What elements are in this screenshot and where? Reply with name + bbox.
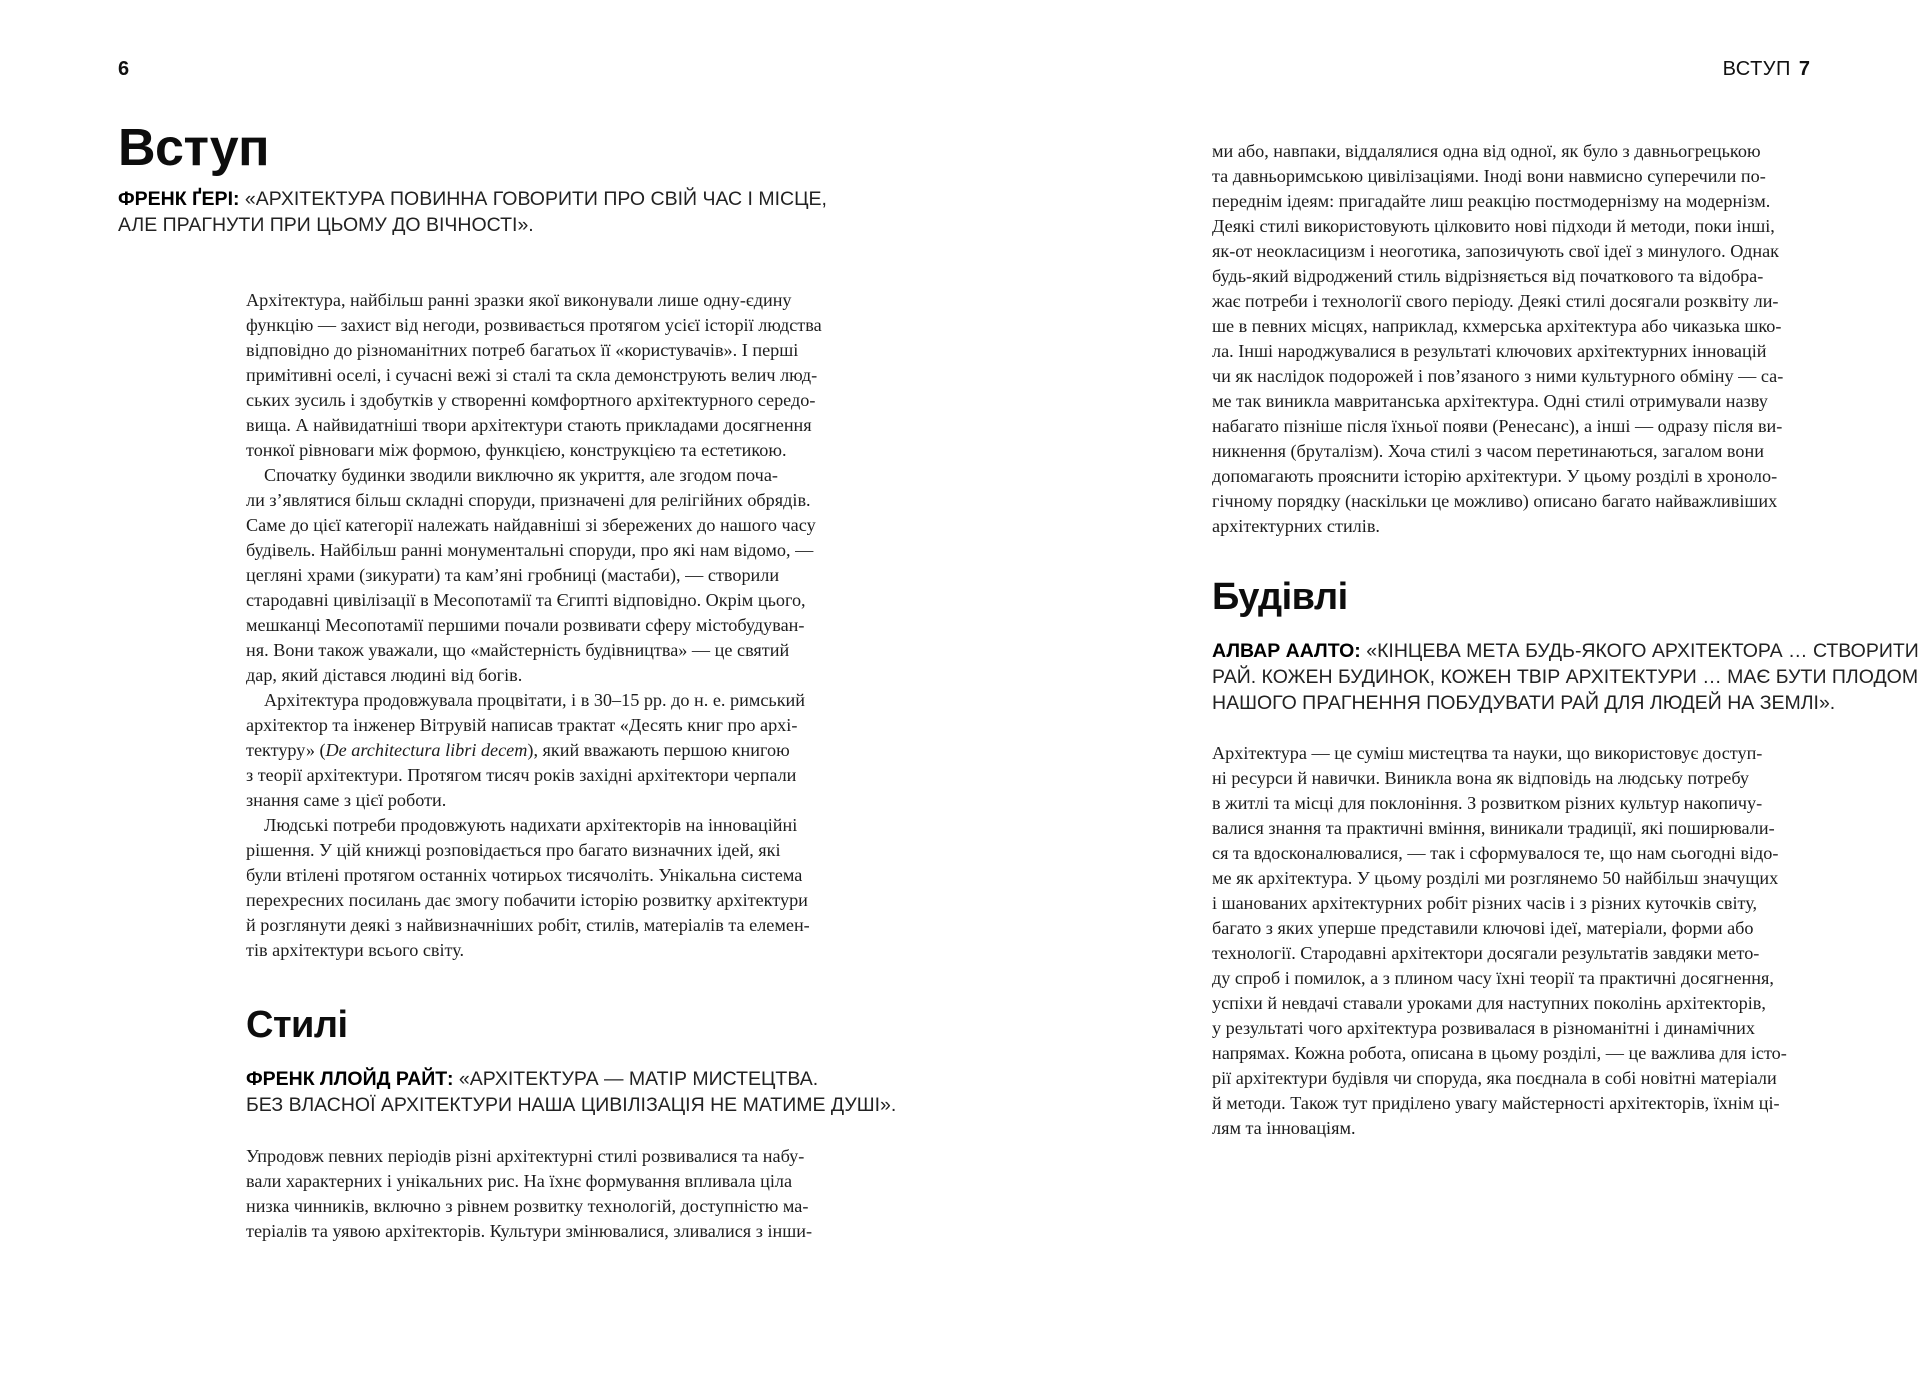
text-line: мешканці Месопотамії першими почали розвивати сферу містобудуван- [246, 615, 805, 635]
text-line: никнення (бруталізм). Хоча стилі з часом перетинаються, загалом вони [1212, 441, 1764, 461]
text-line: функцію — захист від негоди, розвивається протягом усієї історії людства [246, 315, 822, 335]
buildings-epigraph [1212, 638, 1919, 716]
text-line: у результаті чого архітектура розвивалася в різноманітні і динамічних [1212, 1018, 1755, 1038]
epigraph-text: «АРХІТЕКТУРА — МАТІР МИСТЕЦТВА. [458, 1068, 819, 1090]
text-line: переднім ідеям: пригадайте лиш реакцію постмодернізму на модернізм. [1212, 191, 1771, 211]
text-line: ме так виникла мавританська архітектура. Одні стилі отримували назву [1212, 391, 1768, 411]
text-fragment: ), який вважають першою книгою [527, 740, 790, 760]
text-line: з теорії архітектури. Протягом тисяч років західні архітектори черпали [246, 765, 797, 785]
epigraph-text: НАШОГО ПРАГНЕННЯ ПОБУДУВАТИ РАЙ ДЛЯ ЛЮДЕЙ НА ЗЕМЛІ». [1212, 692, 1836, 714]
epigraph-text: АЛЕ ПРАГНУТИ ПРИ ЦЬОМУ ДО ВІЧНОСТІ». [118, 214, 534, 236]
page-number-right: 7 [1798, 58, 1810, 80]
text-line: тонкої рівноваги між формою, функцією, конструкцією та естетикою. [246, 440, 787, 460]
text-line: відповідно до різноманітних потреб багатьох її «користувачів». І перші [246, 340, 799, 360]
text-line: ми або, навпаки, віддалялися одна від одної, як було з давньогрецькою [1212, 141, 1761, 161]
text-line: ли з’являтися більш складні споруди, призначені для релігійних обрядів. [246, 490, 811, 510]
text-line: напрямах. Кожна робота, описана в цьому розділі, — це важлива для істо- [1212, 1043, 1787, 1063]
text-line: були втілені протягом останніх чотирьох тисячоліть. Унікальна система [246, 865, 803, 885]
text-line: чи як наслідок подорожей і пов’язаного з ними культурного обміну — са- [1212, 366, 1784, 386]
text-line: Деякі стилі використовують цілковито нові підходи й методи, поки інші, [1212, 216, 1775, 236]
text-line: та давньоримською цивілізаціями. Іноді вони навмисно суперечили по- [1212, 166, 1766, 186]
section-label: ВСТУП [1722, 58, 1791, 80]
text-line: ме як архітектура. У цьому розділі ми розглянемо 50 найбільш значущих [1212, 868, 1779, 888]
text-line: низка чинників, включно з рівнем розвитку технологій, доступністю ма- [246, 1196, 809, 1216]
text-line: дар, який дістався людині від богів. [246, 665, 523, 685]
text-line: Архітектура, найбільш ранні зразки якої виконували лише одну-єдину [246, 290, 792, 310]
text-line: теріалів та уявою архітекторів. Культури змінювалися, зливалися з інши- [246, 1221, 813, 1241]
text-line: перехресних посилань дає змогу побачити історію розвитку архітектури [246, 890, 808, 910]
text-line [246, 738, 856, 763]
latin-title: De architectura libri decem [325, 740, 528, 760]
text-line: Архітектура — це суміш мистецтва та науки, що використовує доступ- [1212, 743, 1763, 763]
epigraph-author: АЛВАР ААЛТО: [1212, 640, 1361, 662]
text-line: архітектор та інженер Вітрувій написав трактат «Десять книг про архі- [246, 715, 798, 735]
text-line: ня. Вони також уважали, що «майстерність будівництва» — це святий [246, 640, 790, 660]
styles-body [246, 1144, 856, 1244]
text-line: ду спроб і помилок, а з плином часу їхні теорії та практичні досягнення, [1212, 968, 1774, 988]
running-header [1723, 58, 1810, 81]
epigraph-author: ФРЕНК ҐЕРІ: [118, 188, 240, 210]
text-line: Людські потреби продовжують надихати архітекторів на інноваційні [264, 815, 798, 835]
text-line: будь-який відроджений стиль відрізняється від початкового та відобра- [1212, 266, 1764, 286]
text-line: Упродовж певних періодів різні архітектурні стилі розвивалися та набу- [246, 1146, 805, 1166]
text-line: набагато пізніше після їхньої появи (Ренесанс), а інші — одразу після ви- [1212, 416, 1783, 436]
text-line: стародавні цивілізації в Месопотамії та Єгипті відповідно. Окрім цього, [246, 590, 806, 610]
text-line: Спочатку будинки зводили виключно як укриття, але згодом поча- [264, 465, 778, 485]
text-line: примітивні оселі, і сучасні вежі зі сталі та скла демонструють велич люд- [246, 365, 818, 385]
text-line: як-от неокласицизм і неоготика, запозичують свої ідеї з минулого. Однак [1212, 241, 1780, 261]
text-line: ні ресурси й навички. Виникла вона як відповідь на людську потребу [1212, 768, 1750, 788]
text-line: будівель. Найбільш ранні монументальні споруди, про які нам відомо, — [246, 540, 814, 560]
epigraph-text: БЕЗ ВЛАСНОЇ АРХІТЕКТУРИ НАША ЦИВІЛІЗАЦІЯ НЕ МАТИМЕ ДУШІ». [246, 1094, 897, 1116]
epigraph-text: «АРХІТЕКТУРА ПОВИННА ГОВОРИТИ ПРО СВІЙ ЧАС І МІСЦЕ, [244, 188, 827, 210]
styles-title: Стилі [246, 1004, 348, 1046]
text-fragment: тектуру» ( [246, 740, 326, 760]
text-line: знання саме з цієї роботи. [246, 790, 447, 810]
text-line: гічному порядку (наскільки це можливо) описано багато найважливіших [1212, 491, 1778, 511]
text-line: Архітектура продовжувала процвітати, і в 30–15 рр. до н. е. римський [264, 690, 806, 710]
text-line: рії архітектури будівля чи споруда, яка поєднала в собі новітні матеріали [1212, 1068, 1777, 1088]
text-line: й розглянути деякі з найвизначніших робіт, стилів, матеріалів та елемен- [246, 915, 810, 935]
text-line: успіхи й невдачі ставали уроками для наступних поколінь архітекторів, [1212, 993, 1766, 1013]
text-line: технології. Стародавні архітектори досягали результатів завдяки мето- [1212, 943, 1760, 963]
paragraph [246, 463, 856, 688]
epigraph-text: «КІНЦЕВА МЕТА БУДЬ-ЯКОГО АРХІТЕКТОРА … СТВОРИТИ [1366, 640, 1919, 662]
epigraph-author: ФРЕНК ЛЛОЙД РАЙТ: [246, 1068, 454, 1090]
text-line: й методи. Також тут приділено увагу майстерності архітекторів, їхнім ці- [1212, 1093, 1780, 1113]
text-line: ла. Інші народжувалися в результаті ключових архітектурних інновацій [1212, 341, 1767, 361]
text-line: допомагають прояснити історію архітектури. У цьому розділі в хроноло- [1212, 466, 1778, 486]
paragraph [246, 688, 856, 813]
text-line: цегляні храми (зикурати) та кам’яні гробниці (мастаби), — створили [246, 565, 780, 585]
text-line: вали характерних і унікальних рис. На їхнє формування впливала ціла [246, 1171, 793, 1191]
intro-body [246, 288, 856, 963]
text-line: Саме до цієї категорії належать найдавніші зі збережених до нашого часу [246, 515, 816, 535]
text-line: тів архітектури всього світу. [246, 940, 465, 960]
text-line: і шанованих архітектурних робіт різних часів і з різних куточків світу, [1212, 893, 1758, 913]
styles-body-continued [1212, 139, 1822, 539]
text-line: в житлі та місці для поклоніння. З розвитком різних культур накопичу- [1212, 793, 1763, 813]
text-line: ше в певних місцях, наприклад, кхмерська архітектура або чиказька шко- [1212, 316, 1782, 336]
text-line: ських зусиль і здобутків у створенні комфортного архітектурного середо- [246, 390, 816, 410]
buildings-body [1212, 741, 1822, 1141]
page-number-left: 6 [118, 58, 130, 80]
intro-title: Вступ [118, 119, 270, 177]
text-line: валися знання та практичні вміння, виникали традиції, які поширювали- [1212, 818, 1775, 838]
text-line: ся та вдосконалювалися, — так і сформувалося те, що нам сьогодні відо- [1212, 843, 1779, 863]
text-line: лям та інноваціям. [1212, 1118, 1356, 1138]
buildings-title: Будівлі [1212, 576, 1348, 618]
text-line: вища. А найвидатніші твори архітектури стають прикладами досягнення [246, 415, 812, 435]
epigraph-text: РАЙ. КОЖЕН БУДИНОК, КОЖЕН ТВІР АРХІТЕКТУРИ … МАЄ БУТИ ПЛОДОМ [1212, 666, 1919, 688]
text-line: архітектурних стилів. [1212, 516, 1380, 536]
styles-epigraph [246, 1066, 896, 1118]
text-line: жає потреби і технології свого періоду. Деякі стилі досягали розквіту ли- [1212, 291, 1779, 311]
text-line: багато з яких уперше представили ключові ідеї, матеріали, форми або [1212, 918, 1754, 938]
paragraph [246, 288, 856, 463]
text-line: рішення. У цій книжці розповідається про багато визначних ідей, які [246, 840, 781, 860]
paragraph [246, 813, 856, 963]
intro-epigraph [118, 186, 827, 238]
